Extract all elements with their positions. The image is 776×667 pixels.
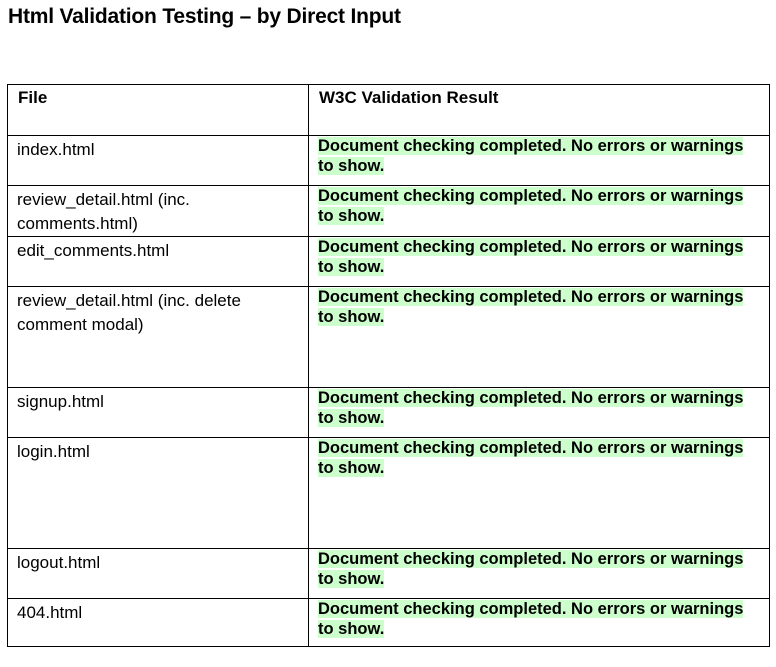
validation-result-text: Document checking completed. No errors or warnings to show. xyxy=(318,137,744,175)
validation-result-cell xyxy=(309,186,770,237)
validation-result-text: Document checking completed. No errors or warnings to show. xyxy=(318,550,744,588)
file-name-cell: index.html xyxy=(8,136,309,186)
table-row xyxy=(8,549,770,599)
file-name-cell: review_detail.html (inc. comments.html) xyxy=(8,186,309,237)
table-header-row xyxy=(8,85,770,136)
table-row xyxy=(8,136,770,186)
validation-result-cell xyxy=(309,136,770,186)
validation-result-text: Document checking completed. No errors or warnings to show. xyxy=(318,238,744,276)
validation-result-text: Document checking completed. No errors or warnings to show. xyxy=(318,288,744,326)
validation-result-text: Document checking completed. No errors or warnings to show. xyxy=(318,439,744,477)
validation-result-text: Document checking completed. No errors or warnings to show. xyxy=(318,389,744,427)
table-row xyxy=(8,388,770,438)
column-header-file: File xyxy=(8,85,309,136)
validation-result-cell xyxy=(309,237,770,287)
file-name-cell: logout.html xyxy=(8,549,309,599)
validation-result-cell xyxy=(309,599,770,647)
file-name-cell: 404.html xyxy=(8,599,309,647)
validation-result-text: Document checking completed. No errors or warnings to show. xyxy=(318,187,744,225)
validation-result-cell xyxy=(309,287,770,388)
table-row xyxy=(8,237,770,287)
validation-result-cell xyxy=(309,438,770,549)
table-row xyxy=(8,599,770,647)
validation-results-table xyxy=(7,84,770,647)
table-row xyxy=(8,287,770,388)
file-name-cell: signup.html xyxy=(8,388,309,438)
file-name-cell: login.html xyxy=(8,438,309,549)
column-header-result: W3C Validation Result xyxy=(309,85,770,136)
validation-result-cell xyxy=(309,549,770,599)
validation-result-cell xyxy=(309,388,770,438)
validation-result-text: Document checking completed. No errors or warnings to show. xyxy=(318,600,744,638)
table-row xyxy=(8,186,770,237)
file-name-cell: edit_comments.html xyxy=(8,237,309,287)
page-title: Html Validation Testing – by Direct Input xyxy=(8,5,401,28)
table-row xyxy=(8,438,770,549)
file-name-cell: review_detail.html (inc. delete comment modal) xyxy=(8,287,309,388)
